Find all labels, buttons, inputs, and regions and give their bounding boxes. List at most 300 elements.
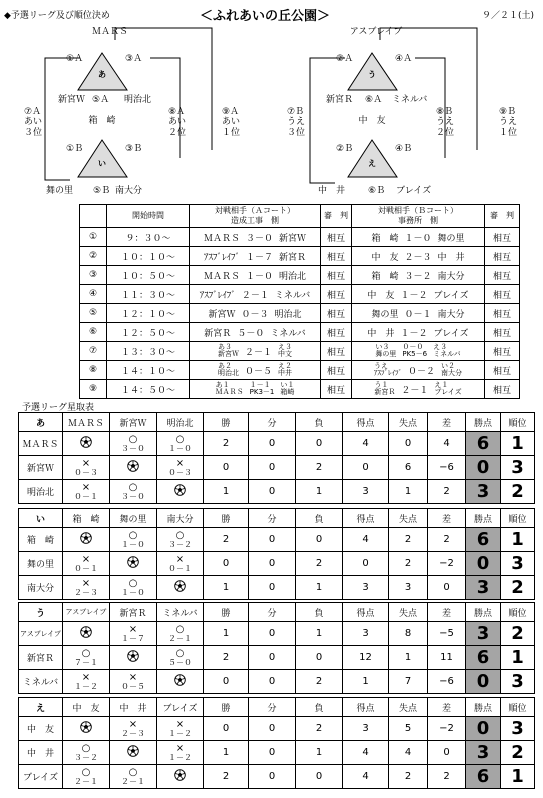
result-cell: × １－２ [63, 670, 110, 694]
result-cell: × ０－１ [63, 552, 110, 576]
schedule-row [80, 361, 520, 380]
soccer-ball-icon [80, 440, 92, 451]
team-name: 舞の里 [46, 186, 74, 196]
league-table [18, 508, 535, 600]
match-number: ⑤ [80, 304, 107, 323]
section-heading: ◆予選リーグ及び順位決め [4, 11, 110, 21]
score: ０－０ PK5－6 [402, 342, 428, 358]
schedule-table [79, 204, 520, 399]
opponent-header: 新宮Ｒ [110, 603, 157, 622]
stat-header: 勝点 [466, 509, 501, 528]
match-number: ⑦ [80, 342, 107, 361]
match-number: ② [80, 247, 107, 266]
final-8-label: ⑧Ａ あい ２位 [167, 107, 187, 138]
result-cell: × ２－３ [110, 717, 157, 741]
referee: 相互 [485, 304, 520, 323]
stat-cell: 0 [249, 576, 296, 600]
header-court-a: 対戦相手（Ａコート） 造成工事 側 [190, 205, 321, 228]
team-row [19, 741, 535, 765]
referee: 相互 [485, 247, 520, 266]
stat-cell: 0 [204, 552, 249, 576]
stat-cell: 2 [296, 552, 343, 576]
stat-cell: 12 [343, 646, 389, 670]
referee: 相互 [485, 361, 520, 380]
away-team: 明治北 [279, 271, 307, 282]
home-team: 舞の里 [371, 309, 399, 320]
league-header-row [19, 698, 535, 717]
self-match-cell [63, 528, 110, 552]
opponent-header: ＭＡＲＳ [63, 413, 110, 432]
stat-cell: 2 [204, 528, 249, 552]
team-name: ブレイズ [396, 186, 432, 196]
score: １－２ [400, 328, 428, 339]
result-cell: ○ ３－２ [157, 528, 204, 552]
schedule-row [80, 228, 520, 247]
stat-header: 失点 [389, 603, 428, 622]
stat-cell: 1 [389, 646, 428, 670]
court-b-match [352, 361, 485, 380]
match-slot: ③Ａ [125, 54, 143, 64]
stat-cell: 0 [389, 432, 428, 456]
start-time: １２：１０～ [107, 304, 190, 323]
group-label: う [19, 603, 63, 622]
stat-header: 順位 [501, 603, 535, 622]
stat-cell: 8 [389, 622, 428, 646]
away-team: え２ 中井 [278, 361, 292, 377]
result-cell: ○ ２－１ [157, 622, 204, 646]
away-team: 新宮Ｒ [279, 252, 307, 263]
result-cell: ○ ３－０ [110, 480, 157, 504]
stat-header: 得点 [343, 698, 389, 717]
points-cell: 3 [466, 741, 501, 765]
away-team: い２ 南大分 [441, 361, 462, 377]
result-cell: ○ ２－１ [63, 765, 110, 789]
court-a-match [190, 228, 321, 247]
score: １－１ PK3－1 [249, 380, 275, 396]
score: ２－１ [244, 347, 272, 358]
points-cell: 0 [466, 552, 501, 576]
team-name: 南大分 [115, 186, 143, 196]
stat-cell: 0 [249, 741, 296, 765]
team-asbrave: アスブレイブ [349, 27, 403, 37]
self-match-cell [110, 741, 157, 765]
home-team: あ１ ＭＡＲＳ [215, 380, 244, 396]
stat-header: 勝 [204, 698, 249, 717]
stat-cell: 11 [428, 646, 466, 670]
soccer-ball-icon [174, 678, 186, 689]
match-slot: ⑥Ｂ [368, 186, 386, 196]
stat-cell: −6 [428, 456, 466, 480]
schedule-row [80, 380, 520, 399]
stat-cell: 0 [343, 456, 389, 480]
referee: 相互 [485, 342, 520, 361]
court-b-match [352, 266, 485, 285]
court-b-match [352, 342, 485, 361]
team-row [19, 576, 535, 600]
stat-cell: 4 [343, 528, 389, 552]
opponent-header: 中 友 [63, 698, 110, 717]
points-cell: 0 [466, 717, 501, 741]
stat-cell: 0 [296, 528, 343, 552]
stat-cell: 4 [343, 432, 389, 456]
referee: 相互 [485, 266, 520, 285]
result-cell: ○ ３－２ [63, 741, 110, 765]
home-team: 新宮Ｗ [208, 309, 236, 320]
league-header-row [19, 509, 535, 528]
self-match-cell [110, 552, 157, 576]
team-name: 中 友 [358, 116, 386, 126]
score: ２－１ [241, 290, 269, 301]
score: ３－２ [404, 271, 432, 282]
group-label-a: あ [98, 70, 106, 79]
self-match-cell [157, 670, 204, 694]
result-cell: × ０－５ [110, 670, 157, 694]
referee: 相互 [321, 323, 352, 342]
start-time: １３：３０～ [107, 342, 190, 361]
rank-cell: 2 [501, 622, 535, 646]
header-referee: 審 判 [321, 205, 352, 228]
opponent-header: 舞の里 [110, 509, 157, 528]
opponent-header: ブレイズ [157, 698, 204, 717]
stat-cell: −2 [428, 552, 466, 576]
team-row [19, 670, 535, 694]
stat-header: 差 [428, 603, 466, 622]
stat-cell: 2 [428, 480, 466, 504]
stat-cell: 2 [428, 528, 466, 552]
rank-cell: 2 [501, 741, 535, 765]
stat-cell: 7 [389, 670, 428, 694]
start-time: １４：１０～ [107, 361, 190, 380]
home-team: う１ 新宮Ｒ [374, 380, 396, 396]
stat-header: 分 [249, 603, 296, 622]
stat-cell: 3 [389, 576, 428, 600]
stat-header: 勝点 [466, 698, 501, 717]
score: ０－２ [407, 366, 435, 377]
stat-cell: 0 [296, 765, 343, 789]
referee: 相互 [485, 323, 520, 342]
stat-header: 勝 [204, 603, 249, 622]
opponent-header: 新宮Ｗ [110, 413, 157, 432]
schedule-row [80, 247, 520, 266]
result-cell: ○ ７－１ [63, 646, 110, 670]
stat-cell: −5 [428, 622, 466, 646]
soccer-ball-icon [174, 488, 186, 499]
home-team: あ３ 新宮Ｗ [217, 342, 239, 358]
stat-cell: 0 [249, 456, 296, 480]
stat-cell: 4 [343, 741, 389, 765]
rank-cell: 1 [501, 528, 535, 552]
team-row [19, 765, 535, 789]
self-match-cell [110, 456, 157, 480]
home-team: 箱 崎 [371, 233, 399, 244]
stat-cell: 0 [249, 622, 296, 646]
result-cell: ○ ５－０ [157, 646, 204, 670]
points-cell: 6 [466, 646, 501, 670]
self-match-cell [63, 432, 110, 456]
points-cell: 3 [466, 576, 501, 600]
away-team: ミネルバ [270, 328, 306, 339]
team-name: 明治北 [124, 95, 152, 105]
stat-cell: 2 [204, 765, 249, 789]
team-name: 中 友 [19, 717, 63, 741]
team-name: ブレイズ [19, 765, 63, 789]
team-name: 中 井 [19, 741, 63, 765]
referee: 相互 [485, 228, 520, 247]
stat-header: 分 [249, 509, 296, 528]
stat-header: 得点 [343, 603, 389, 622]
stat-cell: 0 [249, 432, 296, 456]
stat-cell: 4 [343, 765, 389, 789]
stat-header: 負 [296, 413, 343, 432]
stat-cell: −6 [428, 670, 466, 694]
group-label: あ [19, 413, 63, 432]
opponent-header: ミネルバ [157, 603, 204, 622]
stat-cell: 0 [428, 741, 466, 765]
score: １－０ [245, 271, 273, 282]
court-a-match [190, 323, 321, 342]
points-cell: 6 [466, 528, 501, 552]
soccer-ball-icon [80, 630, 92, 641]
stat-cell: 2 [296, 717, 343, 741]
stat-cell: 3 [343, 480, 389, 504]
schedule-header-row [80, 205, 520, 228]
match-slot: ①Ｂ [66, 144, 84, 154]
stat-cell: 2 [389, 765, 428, 789]
team-row [19, 528, 535, 552]
score: ０－３ [241, 309, 269, 320]
stat-cell: 0 [204, 717, 249, 741]
court-a-match [190, 361, 321, 380]
team-name: 新宮Ｒ [19, 646, 63, 670]
stat-cell: 0 [296, 432, 343, 456]
stat-header: 勝 [204, 413, 249, 432]
court-a-match [190, 285, 321, 304]
stat-cell: 0 [249, 646, 296, 670]
referee: 相互 [321, 266, 352, 285]
final-7-label: ⑦Ａ あい ３位 [23, 107, 43, 138]
home-team: い３ 舞の里 [375, 342, 397, 358]
opponent-header: 明治北 [157, 413, 204, 432]
stat-cell: 0 [296, 646, 343, 670]
stat-header: 順位 [501, 509, 535, 528]
result-cell: ○ ３－０ [110, 432, 157, 456]
start-time: １１：３０～ [107, 285, 190, 304]
stat-header: 負 [296, 698, 343, 717]
stat-cell: 2 [204, 432, 249, 456]
league-table [18, 412, 535, 504]
stat-cell: 2 [389, 552, 428, 576]
stat-header: 得点 [343, 413, 389, 432]
self-match-cell [157, 576, 204, 600]
match-slot: ④Ｂ [395, 144, 413, 154]
self-match-cell [63, 717, 110, 741]
team-name: 新宮Ｒ [326, 95, 354, 105]
stat-header: 差 [428, 413, 466, 432]
team-name: 箱 崎 [19, 528, 63, 552]
court-b-match [352, 228, 485, 247]
stat-header: 得点 [343, 509, 389, 528]
score: ２－１ [401, 385, 429, 396]
home-team: あ２ 明治北 [217, 361, 239, 377]
group-label-e: え [368, 159, 376, 168]
rank-cell: 2 [501, 576, 535, 600]
team-row [19, 456, 535, 480]
start-time: １０：１０～ [107, 247, 190, 266]
home-team: 箱 崎 [371, 271, 399, 282]
opponent-header: アスブレイブ [63, 603, 110, 622]
referee: 相互 [321, 228, 352, 247]
score: ０－５ [244, 366, 272, 377]
stat-cell: 1 [389, 480, 428, 504]
home-team: ｱｽﾌﾞﾚｲﾌﾞ [203, 252, 240, 263]
team-mars: ＭＡＲＳ [91, 27, 129, 37]
soccer-ball-icon [127, 464, 139, 475]
match-slot: ⑤Ｂ [93, 186, 111, 196]
start-time: １２：５０～ [107, 323, 190, 342]
soccer-ball-icon [174, 773, 186, 784]
match-slot: ⑤Ａ [92, 95, 110, 105]
home-team: 中 井 [367, 328, 395, 339]
rank-cell: 1 [501, 646, 535, 670]
schedule-row [80, 266, 520, 285]
home-team: 新宮Ｒ [204, 328, 232, 339]
stat-cell: −2 [428, 717, 466, 741]
match-number: ⑥ [80, 323, 107, 342]
court-a-match [190, 304, 321, 323]
stat-header: 差 [428, 698, 466, 717]
stat-cell: 1 [204, 622, 249, 646]
team-row [19, 432, 535, 456]
league-header-row [19, 603, 535, 622]
stat-cell: 2 [296, 670, 343, 694]
stat-cell: 2 [389, 528, 428, 552]
rank-cell: 3 [501, 670, 535, 694]
away-team: 明治北 [274, 309, 302, 320]
stat-cell: 0 [204, 670, 249, 694]
court-a-match [190, 266, 321, 285]
result-cell: ○ １－０ [110, 576, 157, 600]
match-slot: ②Ａ [336, 54, 354, 64]
referee: 相互 [321, 247, 352, 266]
stat-cell: 0 [249, 552, 296, 576]
rank-cell: 3 [501, 456, 535, 480]
result-cell: × ０－３ [63, 456, 110, 480]
away-team: ブレイズ [433, 328, 469, 339]
stat-header: 失点 [389, 698, 428, 717]
stat-cell: 5 [389, 717, 428, 741]
final-7-label: ⑦Ｂ うえ ３位 [286, 107, 306, 138]
score: １－７ [245, 252, 273, 263]
court-b-match [352, 285, 485, 304]
away-team: 舞の里 [437, 233, 465, 244]
stat-cell: 0 [249, 670, 296, 694]
result-cell: × ０－１ [157, 552, 204, 576]
stat-cell: 1 [296, 741, 343, 765]
stat-header: 順位 [501, 413, 535, 432]
league-table [18, 697, 535, 789]
stat-cell: 0 [249, 765, 296, 789]
away-team: 南大分 [437, 309, 465, 320]
result-cell: ○ １－０ [157, 432, 204, 456]
result-cell: × １－２ [157, 741, 204, 765]
stat-cell: 2 [204, 646, 249, 670]
soccer-ball-icon [127, 654, 139, 665]
league-table-title: 予選リーグ星取表 [22, 403, 95, 413]
result-cell: × ２－３ [63, 576, 110, 600]
team-row [19, 717, 535, 741]
stat-header: 失点 [389, 509, 428, 528]
score: １－０ [404, 233, 432, 244]
group-label: い [19, 509, 63, 528]
away-team: ミネルバ [274, 290, 311, 301]
referee: 相互 [485, 380, 520, 399]
stat-cell: 0 [249, 717, 296, 741]
away-team: え３ ミネルバ [433, 342, 461, 358]
match-number: ④ [80, 285, 107, 304]
soccer-ball-icon [80, 725, 92, 736]
self-match-cell [63, 622, 110, 646]
stat-header: 勝点 [466, 603, 501, 622]
points-cell: 6 [466, 765, 501, 789]
rank-cell: 3 [501, 552, 535, 576]
stat-cell: 1 [296, 480, 343, 504]
final-9-label: ⑨Ｂ うえ １位 [498, 107, 518, 138]
team-name: 舞の里 [19, 552, 63, 576]
match-number: ① [80, 228, 107, 247]
page-title: ＜ふれあいの丘公園＞ [200, 9, 331, 24]
self-match-cell [157, 765, 204, 789]
referee: 相互 [321, 342, 352, 361]
team-row [19, 646, 535, 670]
match-number: ⑨ [80, 380, 107, 399]
away-team: い１ 箱崎 [280, 380, 295, 396]
rank-cell: 1 [501, 432, 535, 456]
result-cell: × １－２ [157, 717, 204, 741]
final-8-label: ⑧Ｂ うえ ２位 [435, 107, 455, 138]
rank-cell: 3 [501, 717, 535, 741]
team-row [19, 622, 535, 646]
referee: 相互 [321, 304, 352, 323]
stat-cell: 0 [428, 576, 466, 600]
team-name: 箱 崎 [88, 116, 116, 126]
home-team: ＭＡＲＳ [203, 233, 240, 244]
stat-cell: 0 [249, 480, 296, 504]
group-label: え [19, 698, 63, 717]
stat-header: 分 [249, 698, 296, 717]
match-number: ⑧ [80, 361, 107, 380]
referee: 相互 [321, 361, 352, 380]
away-team: え３ 中文 [278, 342, 292, 358]
away-team: 新宮Ｗ [279, 233, 307, 244]
match-number: ③ [80, 266, 107, 285]
stat-cell: 0 [204, 456, 249, 480]
team-name: ＭＡＲＳ [19, 432, 63, 456]
start-time: １４：５０～ [107, 380, 190, 399]
header-cell [80, 205, 107, 228]
team-name: アスブレイブ [19, 622, 63, 646]
header-time: 開始時間 [107, 205, 190, 228]
stat-cell: 6 [389, 456, 428, 480]
rank-cell: 1 [501, 765, 535, 789]
stat-cell: 2 [428, 765, 466, 789]
result-cell: × ０－１ [63, 480, 110, 504]
points-cell: 6 [466, 432, 501, 456]
stat-cell: 2 [296, 456, 343, 480]
stat-cell: 0 [249, 528, 296, 552]
stat-cell: 1 [204, 576, 249, 600]
opponent-header: 南大分 [157, 509, 204, 528]
self-match-cell [110, 646, 157, 670]
